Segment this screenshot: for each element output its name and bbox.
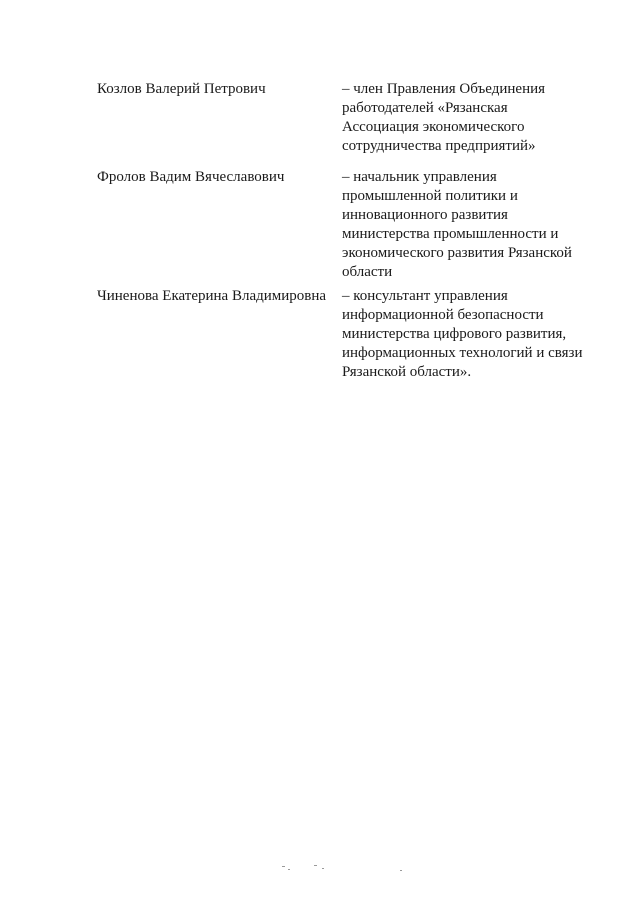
role-line: промышленной политики и <box>342 188 518 204</box>
member-name: Фролов Вадим Вячеславович <box>97 169 285 185</box>
role-line: – член Правления Объединения <box>342 81 546 97</box>
role-line: инновационного развития <box>342 207 508 223</box>
role-line: – начальник управления <box>342 169 497 185</box>
role-line: работодателей «Рязанская <box>342 100 508 116</box>
role-line: Ассоциация экономического <box>342 119 525 135</box>
role-line: Рязанской области». <box>342 364 472 380</box>
scan-speck <box>288 869 290 870</box>
member-role <box>342 80 612 156</box>
role-line: экономического развития Рязанской <box>342 245 572 261</box>
scan-speck <box>282 866 285 867</box>
role-line: министерства цифрового развития, <box>342 326 567 342</box>
scan-artifact <box>280 862 420 874</box>
member-name: Чиненова Екатерина Владимировна <box>97 288 327 304</box>
role-line: министерства промышленности и <box>342 226 559 242</box>
role-line: области <box>342 264 393 280</box>
scan-speck <box>314 865 317 866</box>
role-line: сотрудничества предприятий» <box>342 138 536 154</box>
member-name: Козлов Валерий Петрович <box>97 81 266 97</box>
member-role <box>342 287 612 382</box>
member-role <box>342 168 612 282</box>
scan-speck <box>322 868 324 869</box>
role-line: информационной безопасности <box>342 307 544 323</box>
scan-speck <box>400 870 402 871</box>
role-line: информационных технологий и связи <box>342 345 583 361</box>
role-line: – консультант управления <box>342 288 508 304</box>
